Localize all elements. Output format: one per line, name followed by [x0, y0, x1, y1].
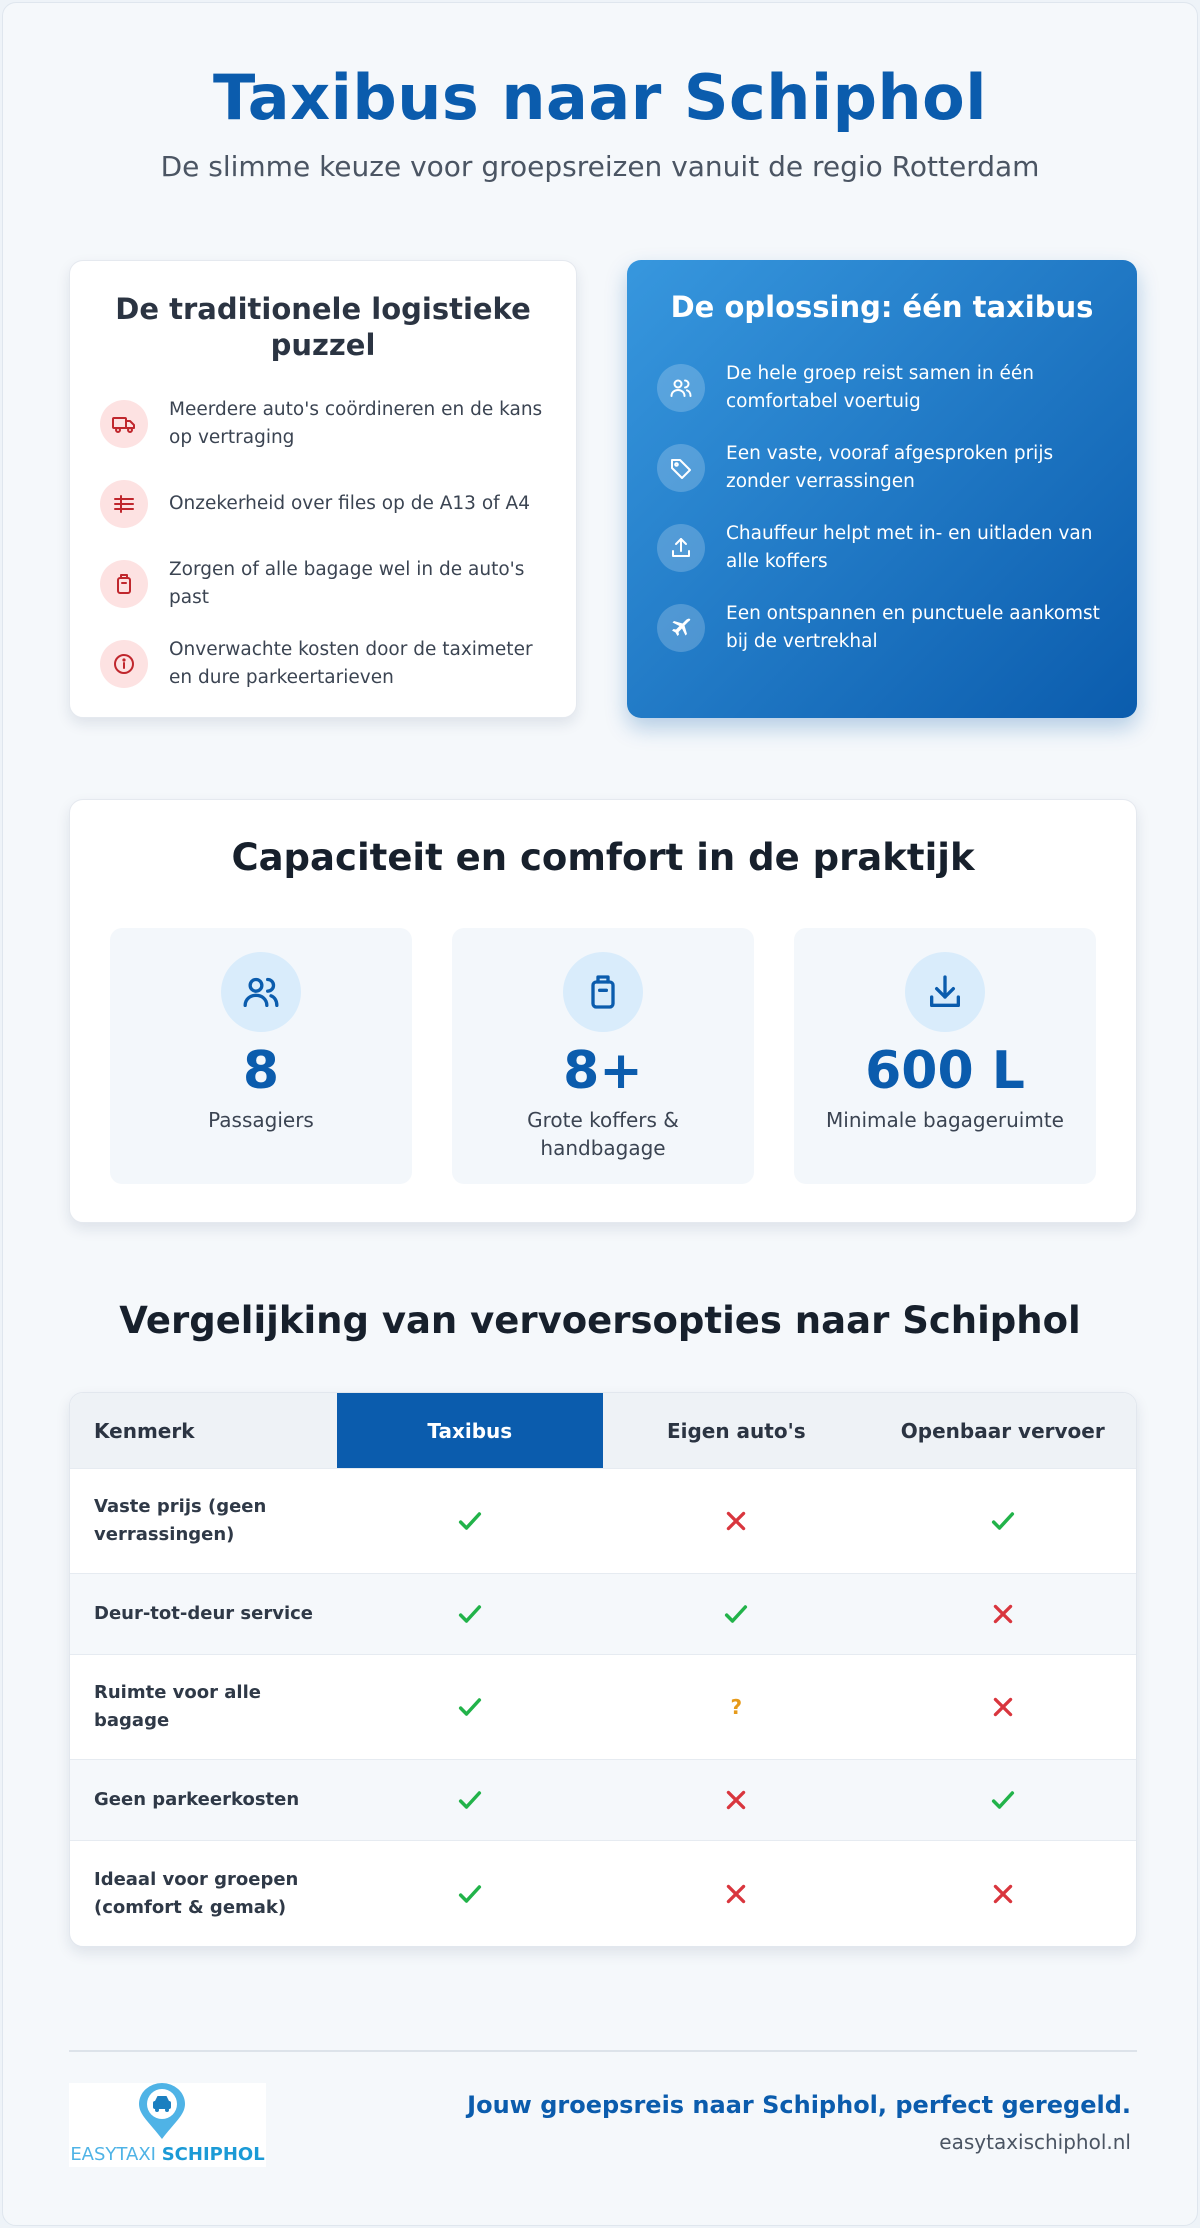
truck-icon: [100, 400, 148, 448]
cross-icon: [603, 1469, 869, 1573]
problem-item: [100, 473, 546, 535]
info-icon: [100, 640, 148, 688]
problem-item: [100, 633, 546, 695]
plane-icon: [657, 604, 705, 652]
comparison-title: Vergelijking van vervoersopties naar Schiphol: [119, 1299, 1081, 1342]
problem-item: [100, 393, 546, 455]
footer-tagline: Jouw groepsreis naar Schiphol, perfect geregeld.: [467, 2091, 1131, 2119]
stat-card-storage: [794, 928, 1096, 1184]
problem-item-text: Meerdere auto's coördineren en de kans op vertraging: [169, 399, 543, 448]
traffic-icon: [100, 480, 148, 528]
page-title: Taxibus naar Schiphol: [212, 61, 988, 134]
comparison-table: [69, 1392, 1137, 1947]
download-icon: [905, 952, 985, 1032]
solution-card: [627, 260, 1137, 718]
stat-value: 8: [242, 1041, 280, 1101]
hero: [3, 61, 1197, 183]
problem-item-text: Zorgen of alle bagage wel in de auto's past: [169, 559, 525, 608]
users-icon: [657, 364, 705, 412]
row-label: Geen parkeerkosten: [94, 1789, 300, 1810]
tag-icon: [657, 444, 705, 492]
check-icon: [337, 1760, 603, 1840]
capacity-section: [69, 799, 1137, 1223]
question-mark: ?: [730, 1695, 743, 1719]
logo-text-light: EASYTAXI: [70, 2144, 156, 2165]
table-row: [70, 1655, 1136, 1760]
solution-title: De oplossing: één taxibus: [670, 290, 1094, 324]
luggage-icon: [563, 952, 643, 1032]
stat-card-passengers: [110, 928, 412, 1184]
cross-icon: [603, 1841, 869, 1946]
solution-item: [657, 357, 1107, 419]
stat-label: Passagiers: [208, 1108, 314, 1132]
check-icon: [337, 1655, 603, 1759]
logo: [69, 2083, 266, 2167]
question-mark-icon: [603, 1655, 869, 1759]
row-label: Deur-tot-deur service: [94, 1603, 313, 1624]
check-icon: [337, 1841, 603, 1946]
upload-icon: [657, 524, 705, 572]
check-icon: [337, 1574, 603, 1654]
solution-item: [657, 517, 1107, 579]
table-header-cell: Openbaar vervoer: [900, 1418, 1105, 1443]
stat-label: Minimale bagageruimte: [826, 1108, 1064, 1132]
problem-title: De traditionele logistieke puzzel: [115, 292, 531, 362]
solution-item: [657, 597, 1107, 659]
stat-label: Grote koffers & handbagage: [527, 1108, 679, 1160]
stat-value: 600 L: [865, 1041, 1025, 1101]
stat-value: 8+: [563, 1041, 643, 1101]
table-row: [70, 1574, 1136, 1655]
table-row: [70, 1760, 1136, 1841]
logo-text: [69, 2145, 266, 2165]
footer-divider: [69, 2050, 1137, 2052]
cross-icon: [870, 1841, 1136, 1946]
luggage-icon: [100, 560, 148, 608]
problem-card: [69, 260, 577, 718]
solution-item: [657, 437, 1107, 499]
capacity-title: Capaciteit en comfort in de praktijk: [231, 836, 975, 879]
page-subtitle: De slimme keuze voor groepsreizen vanuit de regio Rotterdam: [160, 150, 1040, 183]
cross-icon: [870, 1655, 1136, 1759]
stat-card-luggage: [452, 928, 754, 1184]
table-row: [70, 1469, 1136, 1574]
row-label: Vaste prijs (geen verrassingen): [94, 1496, 267, 1545]
table-header-cell: Kenmerk: [94, 1418, 195, 1443]
solution-item-text: Een ontspannen en punctuele aankomst bij de vertrekhal: [726, 603, 1100, 652]
solution-item-text: Een vaste, vooraf afgesproken prijs zonder verrassingen: [726, 443, 1054, 492]
footer-website[interactable]: easytaxischiphol.nl: [939, 2130, 1131, 2154]
logo-text-bold: SCHIPHOL: [161, 2144, 265, 2165]
cross-icon: [603, 1760, 869, 1840]
row-label: Ruimte voor alle bagage: [94, 1682, 261, 1731]
solution-item-text: De hele groep reist samen in één comfortabel voertuig: [726, 363, 1034, 412]
check-icon: [870, 1469, 1136, 1573]
row-label: Ideaal voor groepen (comfort & gemak): [94, 1868, 299, 1918]
check-icon: [870, 1760, 1136, 1840]
table-header-row: [70, 1393, 1136, 1469]
check-icon: [603, 1574, 869, 1654]
cross-icon: [870, 1574, 1136, 1654]
table-header-cell-highlight: Taxibus: [337, 1393, 603, 1468]
table-header-cell: Eigen auto's: [666, 1418, 806, 1443]
infographic-page: [2, 2, 1198, 2226]
location-pin-icon: [136, 2083, 188, 2141]
problem-item-text: Onverwachte kosten door de taximeter en dure parkeertarieven: [169, 639, 533, 688]
problem-item-text: Onzekerheid over files op de A13 of A4: [169, 493, 530, 514]
check-icon: [337, 1469, 603, 1573]
table-row: [70, 1841, 1136, 1946]
solution-item-text: Chauffeur helpt met in- en uitladen van alle koffers: [726, 523, 1093, 572]
users-icon: [221, 952, 301, 1032]
problem-item: [100, 553, 546, 615]
